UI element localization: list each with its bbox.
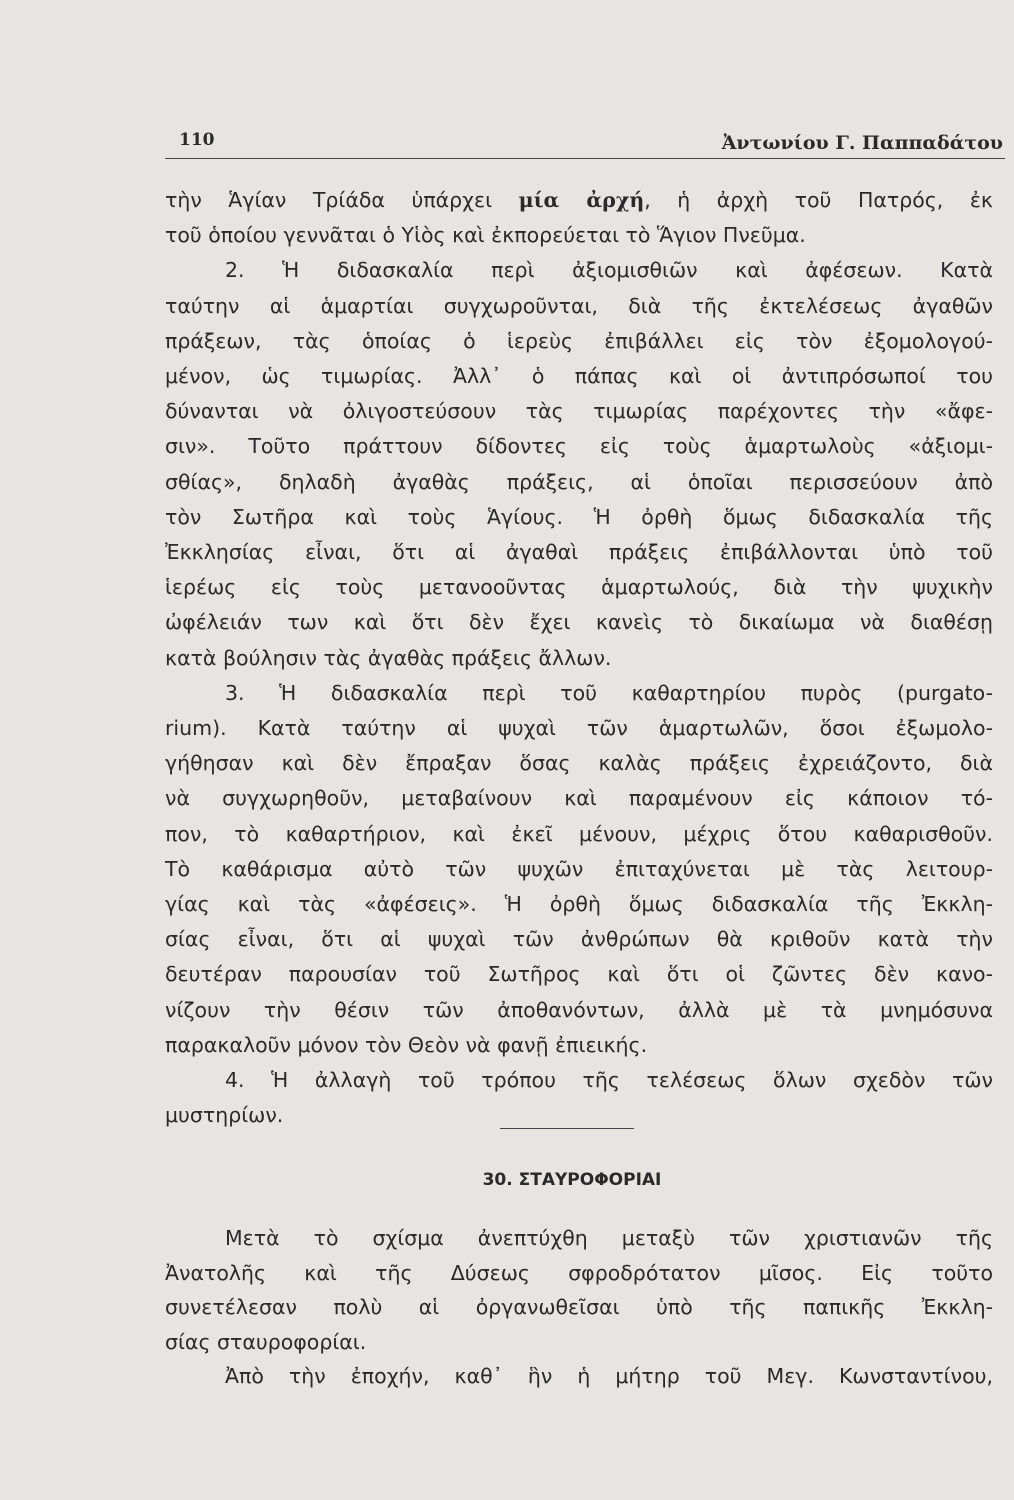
text-line: γίας καὶ τὰς «ἀφέσεις». Ἡ ὀρθὴ ὅμως διδασκαλία τῆς Ἐκκλη-	[165, 892, 993, 916]
text-line: σίας εἶναι, ὅτι αἱ ψυχαὶ τῶν ἀνθρώπων θὰ κριθοῦν κατὰ τὴν	[165, 927, 993, 952]
text-line: σιν». Τοῦτο πράττουν δίδοντες εἰς τοὺς ἁμαρτωλοὺς «ἀξιομι-	[165, 434, 993, 459]
text-line: τὸν Σωτῆρα καὶ τοὺς Ἁγίους. Ἡ ὀρθὴ ὅμως διδασκαλία τῆς	[165, 504, 993, 529]
text-line: 2. Ἡ διδασκαλία περὶ ἀξιομισθιῶν καὶ ἀφέσεων. Κατὰ	[225, 258, 993, 283]
text-line: νίζουν τὴν θέσιν τῶν ἀποθανόντων, ἀλλὰ μὲ τὰ μνημόσυνα	[165, 997, 993, 1022]
text-line: ἱερέως εἰς τοὺς μετανοοῦντας ἁμαρτωλούς, διὰ τὴν ψυχικὴν	[165, 575, 993, 600]
text-line: τὴν Ἁγίαν Τρίάδα ὑπάρχει μία ἀρχή, ἡ ἀρχὴ τοῦ Πατρός, ἐκ	[165, 188, 994, 212]
text-line: κατὰ βούλησιν τὰς ἀγαθὰς πράξεις ἄλλων.	[165, 645, 612, 670]
text-line: σθίας», δηλαδὴ ἀγαθὰς πράξεις, αἱ ὁποῖαι περισσεύουν ἀπὸ	[165, 469, 993, 494]
section-heading: 30. ΣΤΑΥΡΟΦΟΡΙΑΙ	[482, 1170, 662, 1190]
text-line: Τὸ καθάρισμα αὐτὸ τῶν ψυχῶν ἐπιταχύνεται μὲ τὰς λειτουρ-	[165, 856, 993, 881]
text-line: 4. Ἡ ἀλλαγὴ τοῦ τρόπου τῆς τελέσεως ὅλων σχεδὸν τῶν	[225, 1068, 993, 1092]
page-number: 110	[179, 130, 215, 150]
text-line: Ἀνατολῆς καὶ τῆς Δύσεως σφροδρότατον μῖσος. Εἰς τοῦτο	[165, 1260, 993, 1285]
text-line: μένον, ὡς τιμωρίας. Ἀλλ᾿ ὁ πάπας καὶ οἱ ἀντιπρόσωποί του	[165, 364, 993, 388]
text-line: rium). Κατὰ ταύτην αἱ ψυχαὶ τῶν ἁμαρτωλῶν, ὅσοι ἐξωμολο-	[165, 716, 993, 740]
text-line: Μετὰ τὸ σχίσμα ἀνεπτύχθη μεταξὺ τῶν χριστιανῶν τῆς	[225, 1226, 993, 1250]
text-line: ὠφέλειάν των καὶ ὅτι δὲν ἔχει κανεὶς τὸ δικαίωμα νὰ διαθέσῃ	[165, 610, 993, 635]
text-line: νὰ συγχωρηθοῦν, μεταβαίνουν καὶ παραμένουν εἰς κάποιον τό-	[165, 786, 993, 811]
text-line: δύνανται νὰ ὀλιγοστεύσουν τὰς τιμωρίας παρέχοντες τὴν «ἄφε-	[165, 399, 993, 424]
text-line: 3. Ἡ διδασκαλία περὶ τοῦ καθαρτηρίου πυρὸς (purgato-	[225, 680, 993, 705]
text-line: πράξεων, τὰς ὁποίας ὁ ἱερεὺς ἐπιβάλλει εἰς τὸν ἐξομολογού-	[165, 328, 993, 353]
text-line: συνετέλεσαν πολὺ αἱ ὀργανωθεῖσαι ὑπὸ τῆς παπικῆς Ἐκκλη-	[165, 1295, 993, 1319]
text-line: πον, τὸ καθαρτήριον, καὶ ἐκεῖ μένουν, μέχρις ὅτου καθαρισθοῦν.	[165, 821, 993, 846]
page-header	[165, 128, 1005, 159]
text-line: τοῦ ὁποίου γεννᾶται ὁ Υἱὸς καὶ ἐκπορεύεται τὸ Ἅγιον Πνεῦμα.	[165, 223, 806, 248]
text-line: παρακαλοῦν μόνον τὸν Θεὸν νὰ φανῇ ἐπιεικής.	[165, 1032, 648, 1057]
text-line: Ἐκκλησίας εἶναι, ὅτι αἱ ἀγαθαὶ πράξεις ἐπιβάλλονται ὑπὸ τοῦ	[165, 540, 993, 564]
section-divider	[500, 1128, 634, 1129]
running-head: Ἀντωνίου Γ. Παππαδάτου	[721, 132, 1003, 154]
text-line: δευτέραν παρουσίαν τοῦ Σωτῆρος καὶ ὅτι οἱ ζῶντες δὲν κανο-	[165, 962, 993, 987]
text-line: ταύτην αἱ ἁμαρτίαι συγχωροῦνται, διὰ τῆς ἐκτελέσεως ἀγαθῶν	[165, 293, 993, 318]
text-line: μυστηρίων.	[165, 1103, 284, 1128]
text-line: Ἀπὸ τὴν ἐποχήν, καθ᾿ ἣν ἡ μήτηρ τοῦ Μεγ. Κωνσταντίνου,	[225, 1364, 993, 1388]
text-line: σίας σταυροφορίαι.	[165, 1329, 367, 1354]
text-line: γήθησαν καὶ δὲν ἔπραξαν ὅσας καλὰς πράξεις ἐχρειάζοντο, διὰ	[165, 751, 993, 776]
emphasized-phrase: μία ἀρχή	[518, 188, 645, 212]
